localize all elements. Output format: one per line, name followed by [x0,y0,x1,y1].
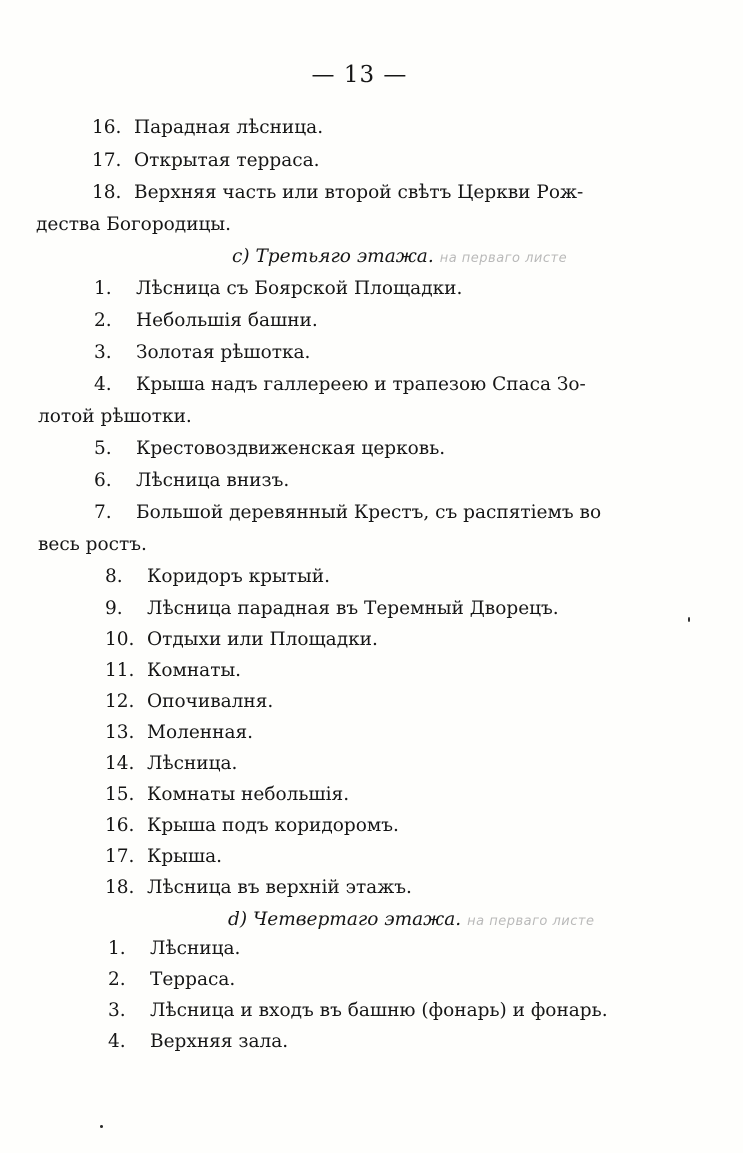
item-number: 4. [94,374,112,395]
item-text: Лѣсница. [150,938,241,959]
handwritten-note: на перваго листе [467,914,595,929]
list-item [94,469,289,493]
item-text: Лѣсница парадная въ Теремный Дворецъ. [147,598,559,619]
list-item [108,968,235,992]
item-text: Терраса. [150,969,236,990]
item-text: Парадная лѣсница. [134,117,324,138]
item-text: Комнаты небольшія. [147,784,350,805]
list-item [105,659,241,683]
item-number: 10. [105,629,135,650]
item-number: 13. [105,722,135,743]
item-text: Крыша надъ галлереею и трапезою Спаса Зо- [136,374,586,395]
item-text: Крыша. [147,846,222,867]
item-number: 18. [92,182,122,203]
item-number: 18. [105,877,135,898]
list-item-continuation [36,213,231,237]
item-number: 6. [94,470,112,491]
item-number: 15. [105,784,135,805]
list-item [94,309,318,333]
item-number: 2. [94,310,112,331]
item-text: Большой деревянный Крестъ, съ распятіемъ во [136,502,602,523]
list-item [92,116,323,140]
item-text: весь ростъ. [38,534,147,555]
item-number: 14. [105,753,135,774]
item-text: Крестовоздвиженская церковь. [136,438,446,459]
item-number: 5. [94,438,112,459]
item-text: Коридоръ крытый. [147,566,330,587]
item-number: 16. [105,815,135,836]
item-number: 3. [94,342,112,363]
item-number: 11. [105,660,135,681]
list-item [94,341,310,365]
list-item [105,690,273,714]
list-item [108,937,240,961]
item-text: Лѣсница внизъ. [136,470,290,491]
ink-speck [688,617,690,622]
list-item [92,149,320,173]
list-item [94,277,462,301]
item-number: 12. [105,691,135,712]
item-text: дества Богородицы. [36,214,232,235]
ink-speck [100,1125,103,1128]
section-title: d) Четвертаго этажа. [228,909,462,930]
list-item [94,501,601,525]
item-text: Открытая терраса. [134,150,320,171]
item-number: 1. [94,278,112,299]
handwritten-note: на перваго листе [439,251,568,266]
item-number: 1. [108,938,126,959]
item-number: 7. [94,502,112,523]
item-number: 8. [105,566,123,587]
section-heading-c [232,245,567,271]
item-text: Опочивалня. [147,691,274,712]
item-text: Лѣсница. [147,753,238,774]
list-item [105,597,559,621]
item-number: 3. [108,1000,126,1021]
item-text: Небольшія башни. [136,310,318,331]
item-text: Отдыхи или Площадки. [147,629,378,650]
list-item [94,373,586,397]
item-number: 17. [92,150,122,171]
list-item [105,628,378,652]
section-title: c) Третьяго этажа. [232,246,434,267]
item-text: Верхняя зала. [150,1031,289,1052]
list-item [105,783,349,807]
item-text: лотой рѣшотки. [38,406,192,427]
list-item [105,876,412,900]
list-item [105,845,222,869]
item-text: Моленная. [147,722,254,743]
section-heading-d [228,908,594,934]
page-number-header: — 13 — [311,62,408,88]
item-number: 4. [108,1031,126,1052]
list-item [105,814,399,838]
item-text: Лѣсница въ верхній этажъ. [147,877,412,898]
list-item [94,437,445,461]
item-text: Комнаты. [147,660,242,681]
list-item [108,999,608,1023]
item-text: Крыша подъ коридоромъ. [147,815,399,836]
item-number: 16. [92,117,122,138]
item-text: Золотая рѣшотка. [136,342,311,363]
list-item-continuation [38,533,147,557]
item-number: 2. [108,969,126,990]
list-item-continuation [38,405,192,429]
list-item [105,565,330,589]
list-item [105,721,253,745]
item-text: Лѣсница и входъ въ башню (фонарь) и фонарь. [150,1000,608,1021]
list-item [108,1030,288,1054]
list-item [105,752,237,776]
list-item [92,181,583,205]
item-text: Верхняя часть или второй свѣтъ Церкви Рож- [134,182,584,203]
item-number: 17. [105,846,135,867]
item-text: Лѣсница съ Боярской Площадки. [136,278,463,299]
item-number: 9. [105,598,123,619]
